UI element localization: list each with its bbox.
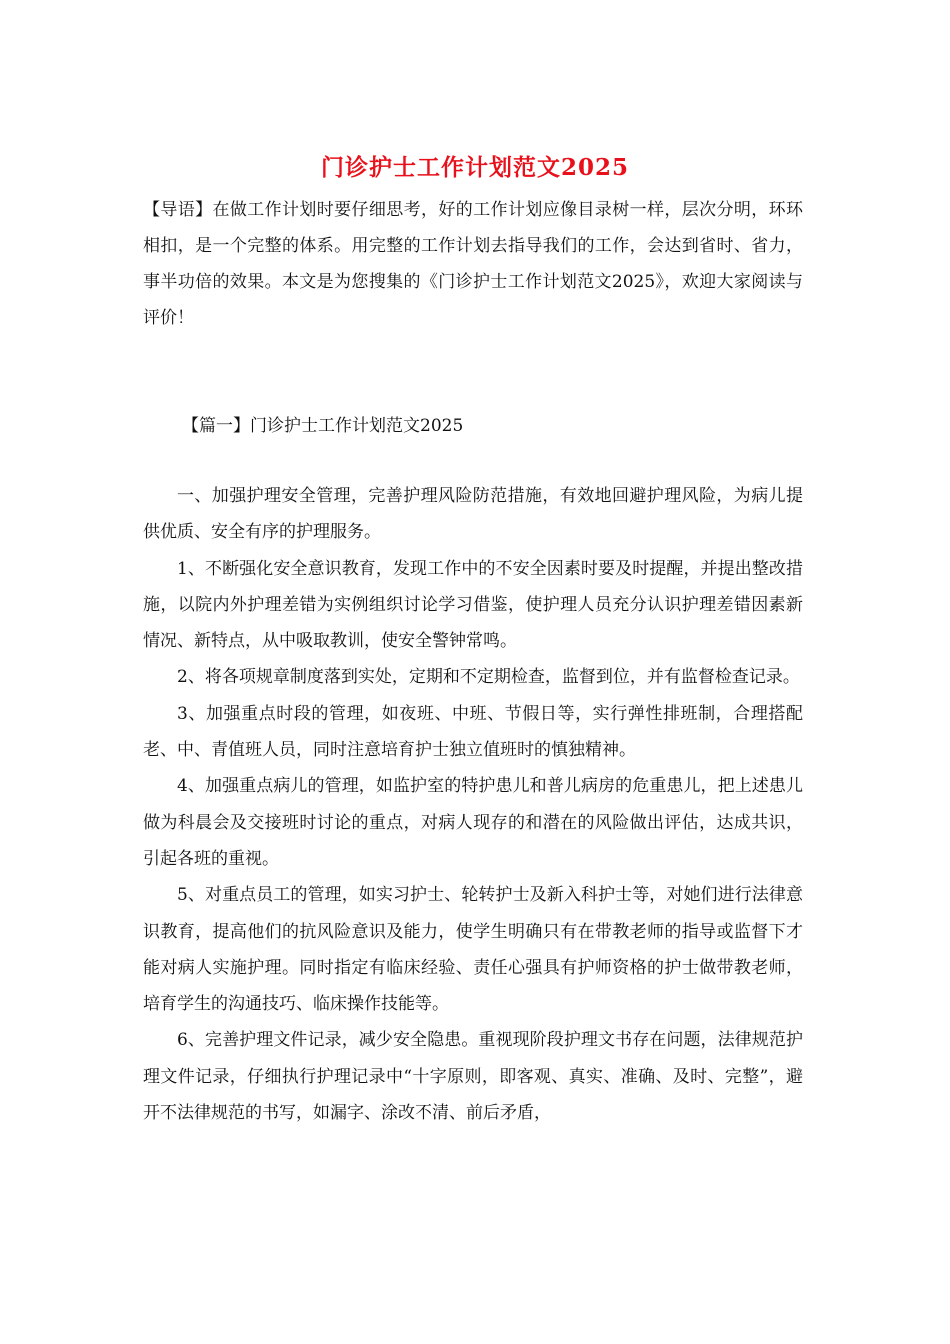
document-title: 门诊护士工作计划范文2025 xyxy=(320,154,629,181)
body-paragraph: 6、完善护理文件记录，减少安全隐患。重视现阶段护理文书存在问题，法律规范护理文件记录，仔细执行护理记录中“十字原则，即客观、真实、准确、及时、完整”，避开不法律规范的书写，如漏字、涂改不清、前后矛盾， xyxy=(143,1030,803,1124)
section-heading: 【篇一】门诊护士工作计划范文2025 xyxy=(182,416,464,436)
body-paragraph: 5、对重点员工的管理，如实习护士、轮转护士及新入科护士等，对她们进行法律意识教育，提高他们的抗风险意识及能力，使学生明确只有在带教老师的指导或监督下才能对病人实施护理。同时指定有临床经验、责任心强具有护师资格的护士做带教老师，培育学生的沟通技巧、临床操作技能等。 xyxy=(143,885,803,1015)
body-paragraph: 一、加强护理安全管理，完善护理风险防范措施，有效地回避护理风险，为病儿提供优质、安全有序的护理服务。 xyxy=(143,486,803,543)
body-paragraph: 2、将各项规章制度落到实处，定期和不定期检查，监督到位，并有监督检查记录。 xyxy=(177,667,800,688)
body-paragraph: 1、不断强化安全意识教育，发现工作中的不安全因素时要及时提醒，并提出整改措施，以院内外护理差错为实例组织讨论学习借鉴，使护理人员充分认识护理差错因素新情况、新特点，从中吸取教训，使安全警钟常鸣。 xyxy=(143,558,803,652)
body-paragraph: 4、加强重点病儿的管理，如监护室的特护患儿和普儿病房的危重患儿，把上述患儿做为科晨会及交接班时讨论的重点，对病人现存的和潜在的风险做出评估，达成共识，引起各班的重视。 xyxy=(143,776,803,869)
body-text xyxy=(143,478,803,1131)
intro-paragraph: 【导语】在做工作计划时要仔细思考，好的工作计划应像目录树一样，层次分明，环环相扣，是一个完整的体系。用完整的工作计划去指导我们的工作，会达到省时、省力，事半功倍的效果。本文是为您搜集的《门诊护士工作计划范文2025》，欢迎大家阅读与评价！ xyxy=(143,200,803,328)
body-paragraph: 3、加强重点时段的管理，如夜班、中班、节假日等，实行弹性排班制，合理搭配老、中、青值班人员，同时注意培育护士独立值班时的慎独精神。 xyxy=(143,703,803,761)
